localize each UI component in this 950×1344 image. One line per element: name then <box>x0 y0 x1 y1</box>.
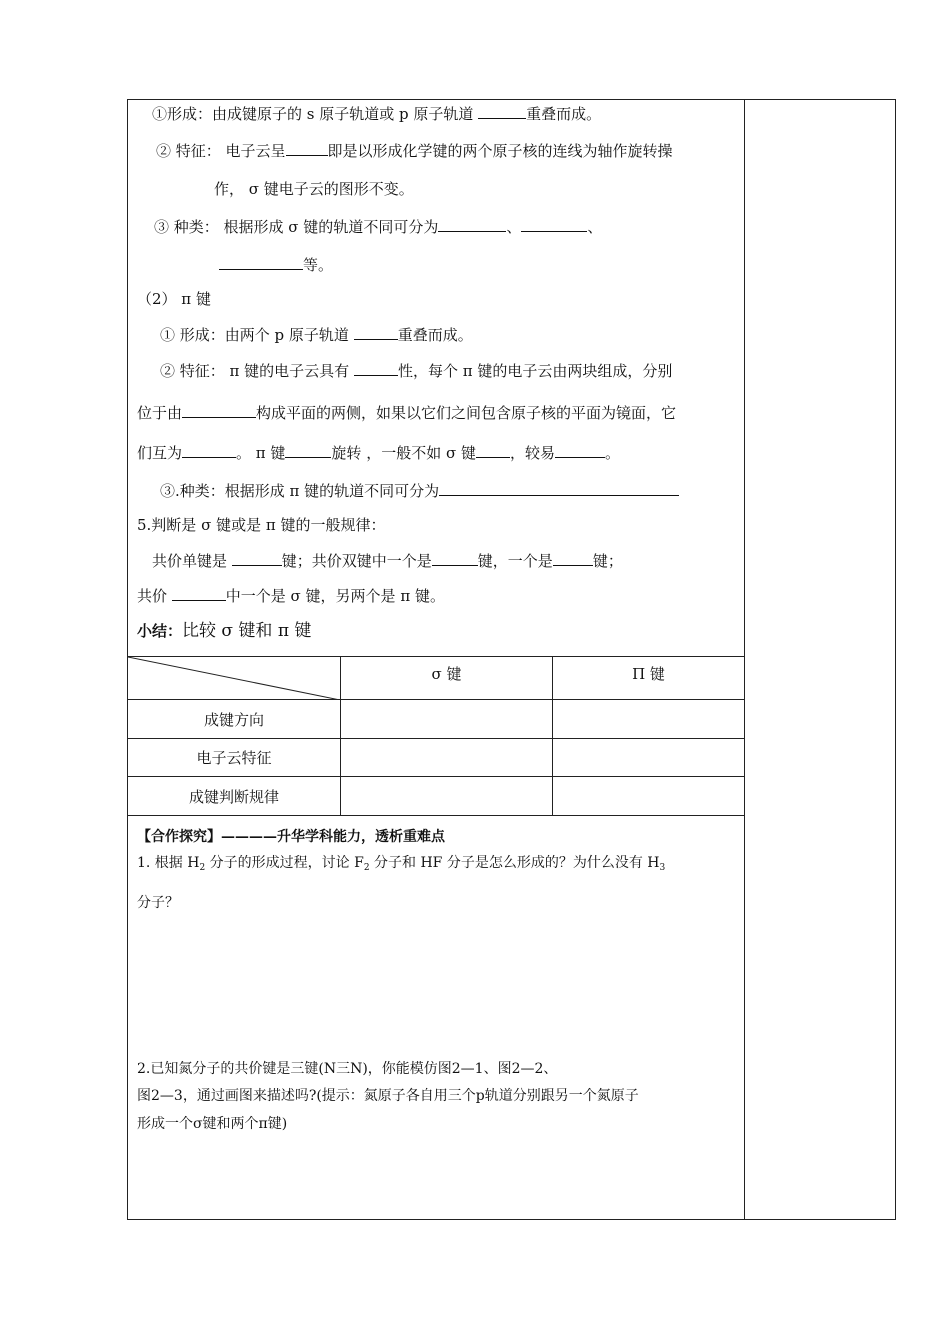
sigma-feature-cont: 作， σ 键电子云的图形不变。 <box>214 180 414 198</box>
row-label: 成键判断规律 <box>128 777 341 816</box>
text: 中一个是 σ 键，另两个是 π 键。 <box>225 587 445 605</box>
text: 即是以形成化学键的两个原子核的连线为轴作旋转操 <box>327 142 673 160</box>
pi-feature-l2 <box>137 403 676 423</box>
text: 、 <box>587 218 603 236</box>
text: ③ 种类： 根据形成 σ 键的轨道不同可分为 <box>154 218 439 236</box>
pi-formation <box>160 325 473 345</box>
text: 们互为 <box>137 444 183 462</box>
pi-feature <box>160 361 672 381</box>
summary-text: 比较 σ 键和 π 键 <box>182 621 312 641</box>
table-row <box>128 700 745 739</box>
blank <box>438 217 506 232</box>
text: 1. 根据 H <box>137 855 200 871</box>
text: ③.种类：根据形成 π 键的轨道不同可分为 <box>160 482 440 500</box>
inquiry-title: 【合作探究】————升华学科能力，透析重难点 <box>137 829 445 845</box>
blank <box>476 443 510 458</box>
table-cell[interactable] <box>553 739 745 777</box>
text: ② 特征： π 键的电子云具有 <box>160 362 354 380</box>
blank <box>172 586 226 601</box>
sigma-formation <box>152 104 601 124</box>
text: ② 特征： 电子云呈 <box>156 142 286 160</box>
table-cell[interactable] <box>341 777 553 816</box>
question-2-l2: 图2—3，通过画图来描述吗?(提示：氮原子各自用三个p轨道分别跟另一个氮原子 <box>137 1088 639 1104</box>
blank <box>432 551 478 566</box>
question-1-cont: 分子？ <box>137 895 179 911</box>
row-label: 电子云特征 <box>128 739 341 777</box>
table-cell[interactable] <box>553 700 745 739</box>
text: ①形成：由成键原子的 s 原子轨道或 p 原子轨道 <box>152 105 479 123</box>
diagonal-header-cell <box>128 657 341 700</box>
blank <box>354 361 398 376</box>
text: 位于由 <box>137 404 183 422</box>
blank <box>182 403 256 418</box>
subscript: 2 <box>199 863 206 873</box>
question-2-l3: 形成一个σ键和两个π键) <box>137 1116 288 1132</box>
subscript: 2 <box>363 863 370 873</box>
rule-line-2 <box>137 586 445 606</box>
text: 构成平面的两侧，如果以它们之间包含原子核的平面为镜面，它 <box>256 404 677 422</box>
text: 共价单键是 <box>152 552 232 570</box>
text: 重叠而成。 <box>397 326 473 344</box>
blank <box>354 325 398 340</box>
table-header-row <box>128 657 745 700</box>
text: 等。 <box>303 256 334 274</box>
pi-heading: （2） π 键 <box>137 290 211 308</box>
blank <box>219 255 303 270</box>
text: 键，一个是 <box>477 552 553 570</box>
text: 。 π 键 <box>236 444 286 462</box>
blank <box>439 481 679 496</box>
summary-label: 小结： <box>137 622 183 640</box>
comparison-table <box>127 656 745 816</box>
text: 键； <box>592 552 623 570</box>
blank <box>232 551 282 566</box>
pi-feature-l3 <box>137 443 620 463</box>
table-row <box>128 777 745 816</box>
rule-line-1 <box>152 551 623 571</box>
subscript: 3 <box>659 863 666 873</box>
table-cell[interactable] <box>341 739 553 777</box>
table-cell[interactable] <box>553 777 745 816</box>
text: 旋转 ，一般不如 σ 键 <box>331 444 476 462</box>
sigma-feature <box>156 141 673 161</box>
text: 分子和 HF 分子是怎么形成的？为什么没有 H <box>369 855 660 871</box>
sigma-types <box>154 217 602 237</box>
diagonal-line <box>128 657 340 700</box>
blank <box>478 104 526 119</box>
text: 键；共价双键中一个是 <box>281 552 432 570</box>
summary <box>137 621 311 641</box>
text: ① 形成：由两个 p 原子轨道 <box>160 326 354 344</box>
blank <box>521 217 587 232</box>
text: 性，每个 π 键的电子云由两块组成，分别 <box>397 362 673 380</box>
text: ，较易 <box>509 444 555 462</box>
blank <box>285 443 331 458</box>
blank <box>182 443 236 458</box>
rule-heading: 5.判断是 σ 键或是 π 键的一般规律： <box>137 516 386 534</box>
pi-types <box>160 481 679 501</box>
header-sigma: σ 键 <box>341 657 553 700</box>
blank <box>286 141 328 156</box>
question-2-l1: 2.已知氮分子的共价键是三键(N三N)，你能模仿图2—1、图2—2、 <box>137 1061 558 1077</box>
text: 、 <box>506 218 522 236</box>
text: 共价 <box>137 587 172 605</box>
question-1 <box>137 853 665 878</box>
header-pi: Π 键 <box>553 657 745 700</box>
blank <box>555 443 605 458</box>
row-label: 成键方向 <box>128 700 341 739</box>
sigma-types-cont <box>219 255 333 275</box>
text: 分子的形成过程，讨论 F <box>205 855 364 871</box>
text: 。 <box>604 444 620 462</box>
table-row <box>128 739 745 777</box>
blank <box>553 551 593 566</box>
table-cell[interactable] <box>341 700 553 739</box>
text: 重叠而成。 <box>526 105 602 123</box>
